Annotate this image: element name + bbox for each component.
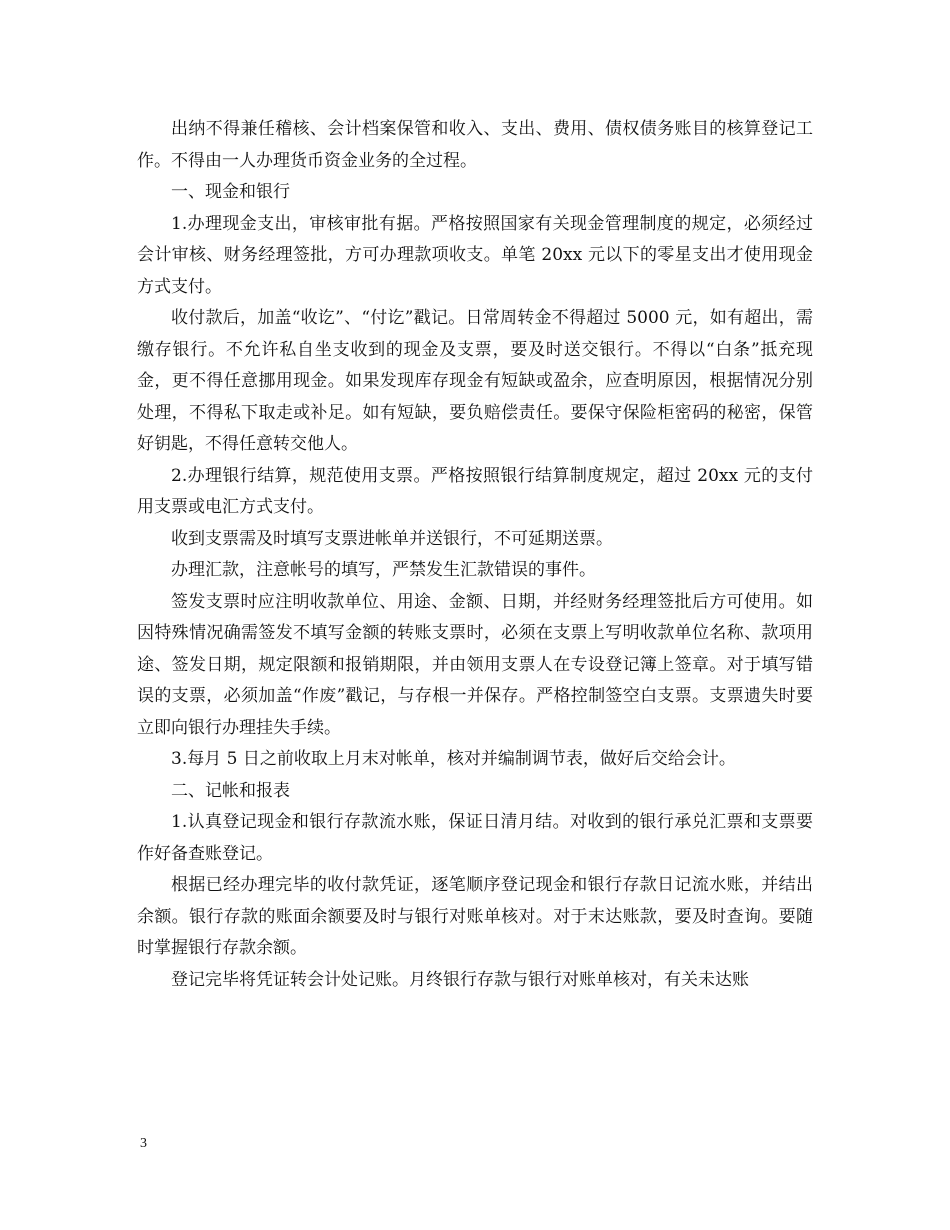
paragraph-month-end: 登记完毕将凭证转会计处记账。月终银行存款与银行对账单核对，有关未达账 bbox=[171, 969, 749, 990]
paragraph-cashier-restrictions: 出纳不得兼任稽核、会计档案保管和收入、支出、费用、债权债务账目的核算登记工作。不得由一人办理货币资金业务的全过程。 bbox=[137, 119, 813, 171]
paragraph-cash-expenditure: 1.办理现金支出，审核审批有据。严格按照国家有关现金管理制度的规定，必须经过会计审核、财务经理签批，方可办理款项收支。单笔 20xx 元以下的零星支出才使用现金方式支付。 bbox=[137, 213, 813, 297]
paragraph-journal-register: 1.认真登记现金和银行存款流水账，保证日清月结。对收到的银行承兑汇票和支票要作好备查账登记。 bbox=[137, 812, 813, 864]
paragraph-receipt-payment: 收付款后，加盖“收讫”、“付讫”戳记。日常周转金不得超过 5000 元，如有超出，需缴存银行。不允许私自坐支收到的现金及支票，要及时送交银行。不得以“白条”抵充现金，更不得任意挪用现金。如果发现库存现金有短缺或盈余，应查明原因，根据情况分别处理，不得私下取走或补足。如有短缺，要负赔偿责任。要保守保险柜密码的秘密，保管好钥匙，不得任意转交他人。 bbox=[137, 308, 813, 454]
paragraph-bank-settlement: 2.办理银行结算，规范使用支票。严格按照银行结算制度规定，超过 20xx 元的支付用支票或电汇方式支付。 bbox=[137, 465, 813, 517]
document-body bbox=[137, 114, 813, 996]
paragraph-monthly-statement: 3.每月 5 日之前收取上月末对帐单，核对并编制调节表，做好后交给会计。 bbox=[171, 749, 736, 769]
page-number: 3 bbox=[140, 1136, 147, 1151]
section-heading-cash-and-bank: 一、现金和银行 bbox=[171, 182, 290, 202]
paragraph-remittance: 办理汇款，注意帐号的填写，严禁发生汇款错误的事件。 bbox=[171, 560, 596, 580]
paragraph-receive-check: 收到支票需及时填写支票进帐单并送银行，不可延期送票。 bbox=[171, 528, 613, 549]
section-heading-accounting-reports: 二、记帐和报表 bbox=[171, 780, 290, 801]
paragraph-issue-check: 签发支票时应注明收款单位、用途、金额、日期，并经财务经理签批后方可使用。如因特殊情况确需签发不填写金额的转账支票时，必须在支票上写明收款单位名称、款项用途、签发日期，规定限额和报销期限，并由领用支票人在专设登记簿上签章。对于填写错误的支票，必须加盖“作废”戳记，与存根一并保存。严格控制签空白支票。支票遗失时要立即向银行办理挂失手续。 bbox=[137, 591, 813, 738]
paragraph-voucher-register: 根据已经办理完毕的收付款凭证，逐笔顺序登记现金和银行存款日记流水账，并结出余额。银行存款的账面余额要及时与银行对账单核对。对于末达账款，要及时查询。要随时掌握银行存款余额。 bbox=[137, 875, 813, 958]
